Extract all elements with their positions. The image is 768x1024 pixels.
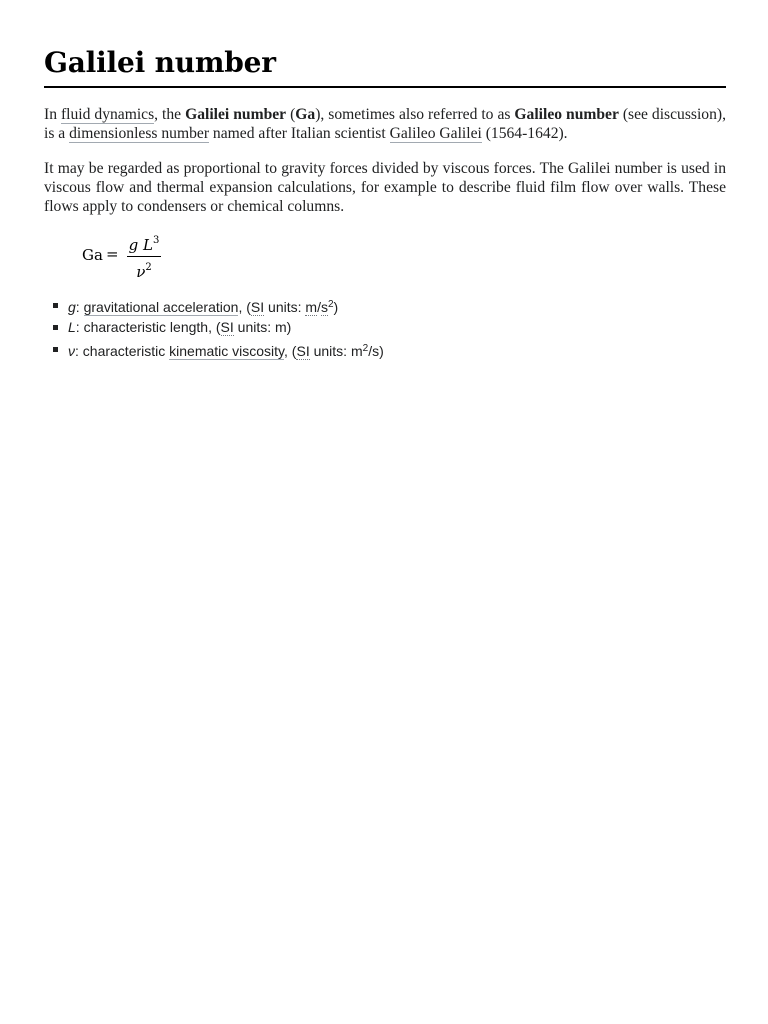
page-title: Galilei number	[44, 46, 726, 88]
si-link[interactable]: SI	[220, 319, 234, 335]
intro-text: In	[44, 106, 61, 123]
variable-definitions	[44, 294, 726, 360]
definition-text: /s)	[368, 343, 384, 359]
definition-text: :	[75, 299, 84, 315]
metre-link[interactable]: m	[305, 299, 318, 315]
formula-numerator	[127, 231, 161, 255]
bullet-icon	[53, 325, 58, 330]
list-item	[44, 294, 726, 316]
definition-text: units:	[264, 299, 306, 315]
symbol-L: L	[68, 319, 76, 335]
intro-text: , the	[154, 106, 186, 123]
formula-lhs: Ga	[82, 246, 103, 264]
symbol-g: g	[68, 299, 76, 315]
galilei-number-term: Galilei number	[185, 106, 287, 123]
definition-text: : characteristic	[75, 343, 170, 359]
formula-denominator	[127, 259, 161, 281]
exponent: 2	[362, 343, 369, 354]
list-item	[44, 316, 726, 338]
intro-text: (see discussion), is a	[44, 106, 726, 142]
fraction-bar	[127, 256, 161, 257]
si-link[interactable]: SI	[250, 299, 265, 315]
symbol-L: L	[143, 236, 153, 254]
bullet-icon	[53, 303, 58, 308]
kinematic-viscosity-link[interactable]: kinematic viscosity	[169, 343, 285, 359]
dimensionless-number-link[interactable]: dimensionless number	[69, 125, 210, 142]
definition-text: units: m	[309, 343, 363, 359]
ga-abbreviation: Ga	[295, 106, 316, 123]
exponent: 2	[145, 262, 152, 273]
symbol-nu: ν	[136, 263, 146, 281]
si-link[interactable]: SI	[296, 343, 310, 359]
galileo-galilei-link[interactable]: Galileo Galilei	[389, 125, 482, 142]
galilei-formula	[44, 234, 726, 280]
intro-text: (	[286, 106, 296, 123]
second-link[interactable]: s	[320, 299, 328, 315]
definition-text: : characteristic length, (	[75, 319, 221, 335]
definition-text: /	[317, 299, 321, 315]
definition-text: , (	[284, 343, 297, 359]
list-item	[44, 338, 726, 360]
definition-text: units: m)	[233, 319, 292, 335]
fluid-dynamics-link[interactable]: fluid dynamics	[60, 106, 155, 123]
definition-text: , (	[238, 299, 251, 315]
bullet-icon	[53, 347, 58, 352]
intro-text: named after Italian scientist	[209, 125, 390, 142]
galileo-number-term: Galileo number	[514, 106, 619, 123]
intro-text: ), sometimes also referred to as	[315, 106, 515, 123]
exponent: 3	[152, 235, 160, 246]
formula-fraction	[127, 231, 161, 281]
intro-text: (1564-1642).	[481, 125, 568, 142]
gravitational-acceleration-link[interactable]: gravitational acceleration	[83, 299, 239, 315]
symbol-nu: ν	[68, 343, 75, 359]
symbol-g: g	[128, 236, 139, 254]
intro-paragraph	[44, 105, 726, 143]
definition-text: )	[333, 299, 339, 315]
article	[44, 0, 726, 360]
formula-equals: =	[106, 245, 119, 263]
description-paragraph: It may be regarded as proportional to gravity forces divided by viscous forces. The Galilei number is used in viscous flow and thermal expansion calculations, for example to describe fluid film flow over walls. These flows apply to condensers or chemical columns.	[44, 160, 726, 215]
exponent: 2	[327, 299, 334, 310]
